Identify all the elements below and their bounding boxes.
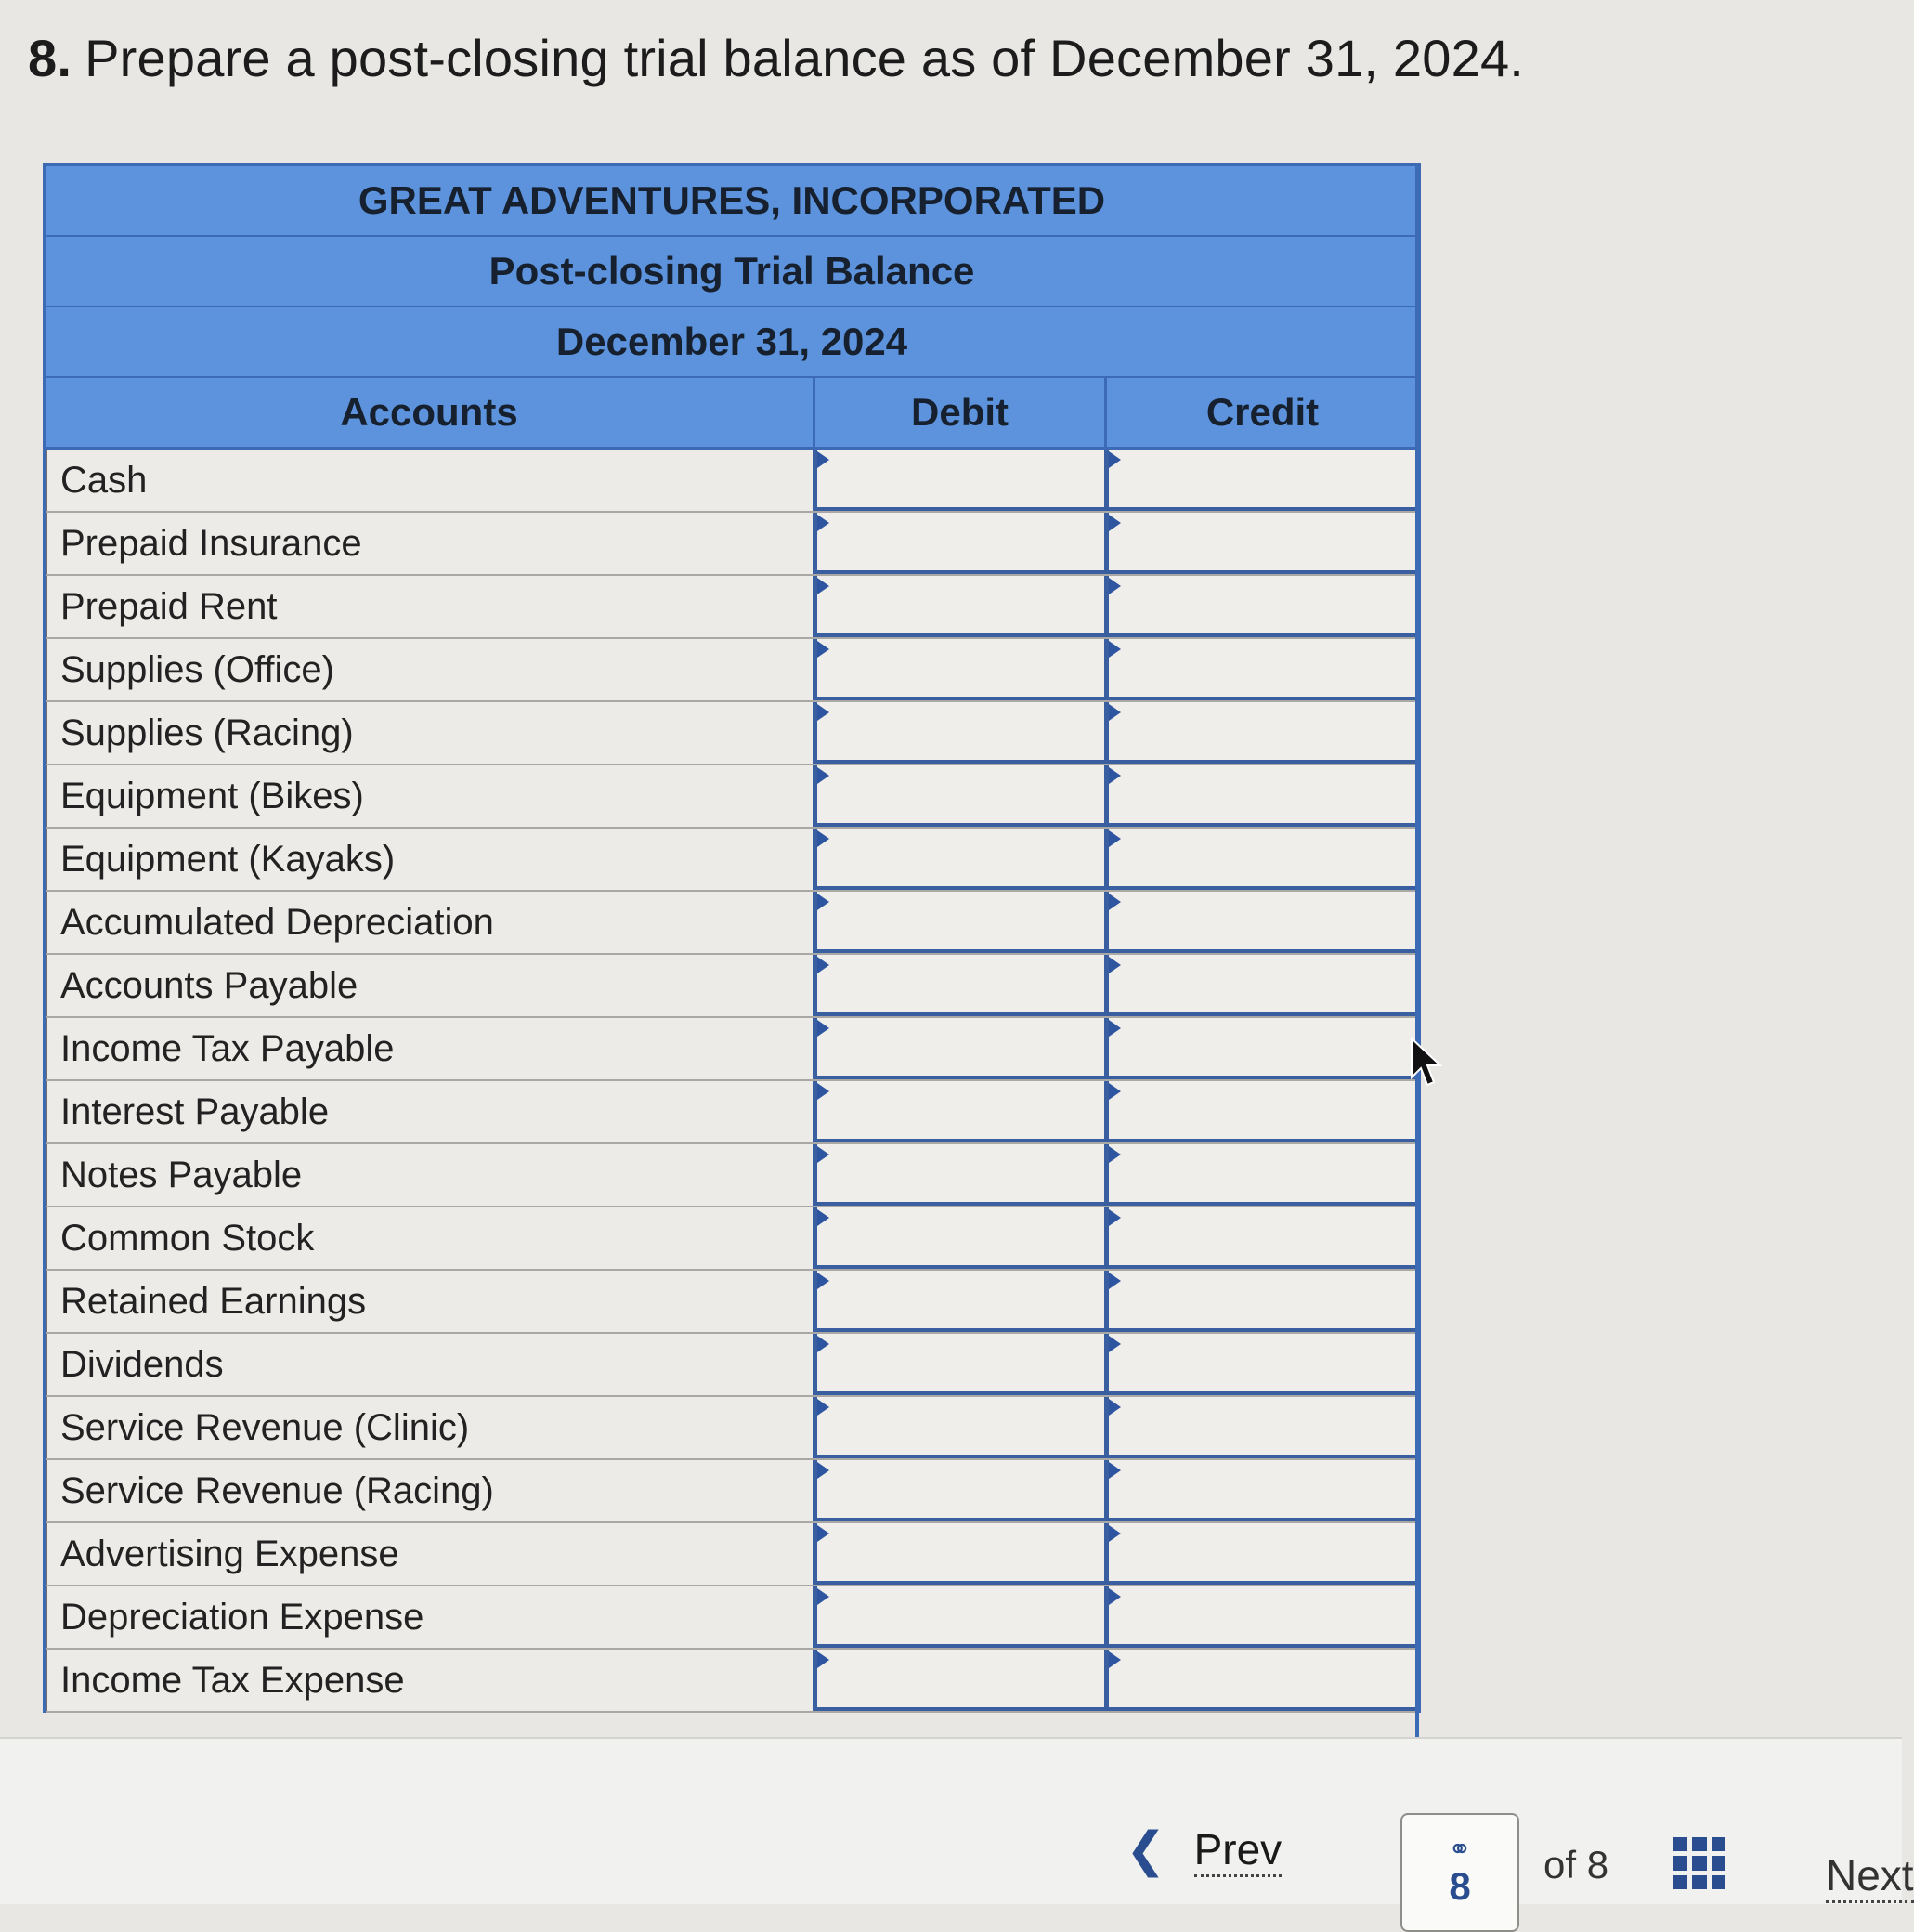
credit-input-income-tax-payable[interactable] xyxy=(1104,1018,1418,1079)
debit-input-depreciation-expense[interactable] xyxy=(813,1586,1104,1648)
account-name-accounts-payable: Accounts Payable xyxy=(46,955,813,1016)
debit-input-prepaid-insurance[interactable] xyxy=(813,513,1104,574)
cell-flag-icon xyxy=(1109,1083,1121,1100)
table-row xyxy=(46,576,1418,639)
cell-flag-icon xyxy=(1109,1209,1121,1226)
mouse-pointer-icon xyxy=(1408,1037,1445,1089)
cell-flag-icon xyxy=(817,830,829,847)
cell-flag-icon xyxy=(817,1336,829,1352)
credit-input-retained-earnings[interactable] xyxy=(1104,1271,1418,1332)
debit-input-advertising-expense[interactable] xyxy=(813,1523,1104,1585)
chevron-left-icon: ❮ xyxy=(1126,1823,1166,1877)
debit-input-accumulated-depreciation[interactable] xyxy=(813,892,1104,953)
table-row xyxy=(46,955,1418,1018)
current-page-number: 8 xyxy=(1449,1864,1471,1908)
account-name-cash: Cash xyxy=(46,450,813,511)
table-row xyxy=(46,765,1418,829)
debit-input-equipment-kayaks[interactable] xyxy=(813,829,1104,890)
debit-input-notes-payable[interactable] xyxy=(813,1144,1104,1206)
debit-input-supplies-racing[interactable] xyxy=(813,702,1104,764)
cell-flag-icon xyxy=(1109,767,1121,784)
cell-flag-icon xyxy=(817,1651,829,1668)
cell-flag-icon xyxy=(817,1525,829,1542)
cell-flag-icon xyxy=(1109,957,1121,973)
cell-flag-icon xyxy=(817,1588,829,1605)
table-row xyxy=(46,1018,1418,1081)
cell-flag-icon xyxy=(817,1020,829,1037)
cell-flag-icon xyxy=(1109,1462,1121,1479)
debit-column-header: Debit xyxy=(813,378,1104,447)
cell-flag-icon xyxy=(817,641,829,658)
account-name-advertising-expense: Advertising Expense xyxy=(46,1523,813,1585)
cell-flag-icon xyxy=(817,1273,829,1289)
credit-input-depreciation-expense[interactable] xyxy=(1104,1586,1418,1648)
debit-input-retained-earnings[interactable] xyxy=(813,1271,1104,1332)
credit-input-equipment-bikes[interactable] xyxy=(1104,765,1418,827)
account-name-equipment-kayaks: Equipment (Kayaks) xyxy=(46,829,813,890)
table-row xyxy=(46,892,1418,955)
cell-flag-icon xyxy=(1109,1651,1121,1668)
statement-date: December 31, 2024 xyxy=(46,307,1418,378)
prev-label: Prev xyxy=(1194,1824,1283,1877)
company-name: GREAT ADVENTURES, INCORPORATED xyxy=(46,166,1418,237)
credit-input-prepaid-rent[interactable] xyxy=(1104,576,1418,637)
table-row xyxy=(46,829,1418,892)
cell-flag-icon xyxy=(817,704,829,721)
cell-flag-icon xyxy=(817,1462,829,1479)
credit-input-supplies-office[interactable] xyxy=(1104,639,1418,700)
grid-icon[interactable] xyxy=(1673,1837,1725,1889)
table-row xyxy=(46,1650,1418,1713)
account-name-equipment-bikes: Equipment (Bikes) xyxy=(46,765,813,827)
credit-input-service-revenue-clinic[interactable] xyxy=(1104,1397,1418,1458)
table-row xyxy=(46,639,1418,702)
table-row xyxy=(46,1144,1418,1208)
credit-input-supplies-racing[interactable] xyxy=(1104,702,1418,764)
credit-input-interest-payable[interactable] xyxy=(1104,1081,1418,1142)
cell-flag-icon xyxy=(817,1399,829,1416)
table-row xyxy=(46,1334,1418,1397)
debit-input-service-revenue-racing[interactable] xyxy=(813,1460,1104,1521)
question-prompt xyxy=(28,28,1524,88)
account-name-income-tax-payable: Income Tax Payable xyxy=(46,1018,813,1079)
debit-input-equipment-bikes[interactable] xyxy=(813,765,1104,827)
cell-flag-icon xyxy=(1109,1588,1121,1605)
account-rows xyxy=(46,450,1418,1713)
table-row xyxy=(46,1460,1418,1523)
debit-input-service-revenue-clinic[interactable] xyxy=(813,1397,1104,1458)
debit-input-income-tax-expense[interactable] xyxy=(813,1650,1104,1711)
cell-flag-icon xyxy=(817,767,829,784)
cell-flag-icon xyxy=(1109,641,1121,658)
next-button[interactable]: Next xyxy=(1826,1850,1914,1903)
account-name-supplies-office: Supplies (Office) xyxy=(46,639,813,700)
cell-flag-icon xyxy=(1109,894,1121,910)
cell-flag-icon xyxy=(817,1209,829,1226)
debit-input-common-stock[interactable] xyxy=(813,1208,1104,1269)
cell-flag-icon xyxy=(1109,1399,1121,1416)
column-headers xyxy=(46,378,1418,450)
page-selector-button[interactable] xyxy=(1400,1813,1519,1932)
debit-input-cash[interactable] xyxy=(813,450,1104,511)
table-row xyxy=(46,513,1418,576)
table-row xyxy=(46,1523,1418,1586)
table-row xyxy=(46,1271,1418,1334)
debit-input-income-tax-payable[interactable] xyxy=(813,1018,1104,1079)
debit-input-supplies-office[interactable] xyxy=(813,639,1104,700)
debit-input-prepaid-rent[interactable] xyxy=(813,576,1104,637)
credit-input-accounts-payable[interactable] xyxy=(1104,955,1418,1016)
cell-flag-icon xyxy=(1109,1146,1121,1163)
account-name-depreciation-expense: Depreciation Expense xyxy=(46,1586,813,1648)
cell-flag-icon xyxy=(1109,704,1121,721)
credit-input-equipment-kayaks[interactable] xyxy=(1104,829,1418,890)
cell-flag-icon xyxy=(817,578,829,594)
cell-flag-icon xyxy=(1109,1336,1121,1352)
trial-balance-table xyxy=(43,163,1421,1713)
credit-column-header: Credit xyxy=(1104,378,1418,447)
question-navigation-bar xyxy=(0,1737,1914,1908)
accounts-column-header: Accounts xyxy=(340,390,518,434)
cell-flag-icon xyxy=(1109,830,1121,847)
cell-flag-icon xyxy=(817,1146,829,1163)
page-count: of 8 xyxy=(1543,1843,1609,1886)
cell-flag-icon xyxy=(817,451,829,468)
table-row xyxy=(46,1081,1418,1144)
account-name-service-revenue-racing: Service Revenue (Racing) xyxy=(46,1460,813,1521)
cell-flag-icon xyxy=(1109,1273,1121,1289)
cell-flag-icon xyxy=(1109,1525,1121,1542)
credit-input-service-revenue-racing[interactable] xyxy=(1104,1460,1418,1521)
link-icon: ⚭ xyxy=(1448,1834,1472,1865)
account-name-prepaid-rent: Prepaid Rent xyxy=(46,576,813,637)
debit-input-dividends[interactable] xyxy=(813,1334,1104,1395)
credit-input-common-stock[interactable] xyxy=(1104,1208,1418,1269)
account-name-accumulated-depreciation: Accumulated Depreciation xyxy=(46,892,813,953)
cell-flag-icon xyxy=(1109,578,1121,594)
account-name-common-stock: Common Stock xyxy=(46,1208,813,1269)
credit-input-dividends[interactable] xyxy=(1104,1334,1418,1395)
debit-input-interest-payable[interactable] xyxy=(813,1081,1104,1142)
credit-input-cash[interactable] xyxy=(1104,450,1418,511)
cell-flag-icon xyxy=(1109,1020,1121,1037)
cell-flag-icon xyxy=(817,1083,829,1100)
debit-input-accounts-payable[interactable] xyxy=(813,955,1104,1016)
table-row xyxy=(46,1208,1418,1271)
account-name-prepaid-insurance: Prepaid Insurance xyxy=(46,513,813,574)
table-row xyxy=(46,1397,1418,1460)
statement-title: Post-closing Trial Balance xyxy=(46,237,1418,307)
table-row xyxy=(46,702,1418,765)
account-name-supplies-racing: Supplies (Racing) xyxy=(46,702,813,764)
credit-input-advertising-expense[interactable] xyxy=(1104,1523,1418,1585)
account-name-dividends: Dividends xyxy=(46,1334,813,1395)
account-name-retained-earnings: Retained Earnings xyxy=(46,1271,813,1332)
credit-input-notes-payable[interactable] xyxy=(1104,1144,1418,1206)
cell-flag-icon xyxy=(817,515,829,531)
question-number: 8. xyxy=(28,29,72,87)
account-name-notes-payable: Notes Payable xyxy=(46,1144,813,1206)
cell-flag-icon xyxy=(817,957,829,973)
cell-flag-icon xyxy=(1109,451,1121,468)
credit-input-income-tax-expense[interactable] xyxy=(1104,1650,1418,1711)
table-right-border xyxy=(1415,163,1419,1752)
table-row xyxy=(46,1586,1418,1650)
credit-input-prepaid-insurance[interactable] xyxy=(1104,513,1418,574)
account-name-income-tax-expense: Income Tax Expense xyxy=(46,1650,813,1711)
cell-flag-icon xyxy=(817,894,829,910)
account-name-interest-payable: Interest Payable xyxy=(46,1081,813,1142)
account-name-service-revenue-clinic: Service Revenue (Clinic) xyxy=(46,1397,813,1458)
prev-button[interactable] xyxy=(1126,1822,1282,1878)
question-text: Prepare a post-closing trial balance as of December 31, 2024. xyxy=(85,29,1525,87)
table-row xyxy=(46,450,1418,513)
cell-flag-icon xyxy=(1109,515,1121,531)
credit-input-accumulated-depreciation[interactable] xyxy=(1104,892,1418,953)
